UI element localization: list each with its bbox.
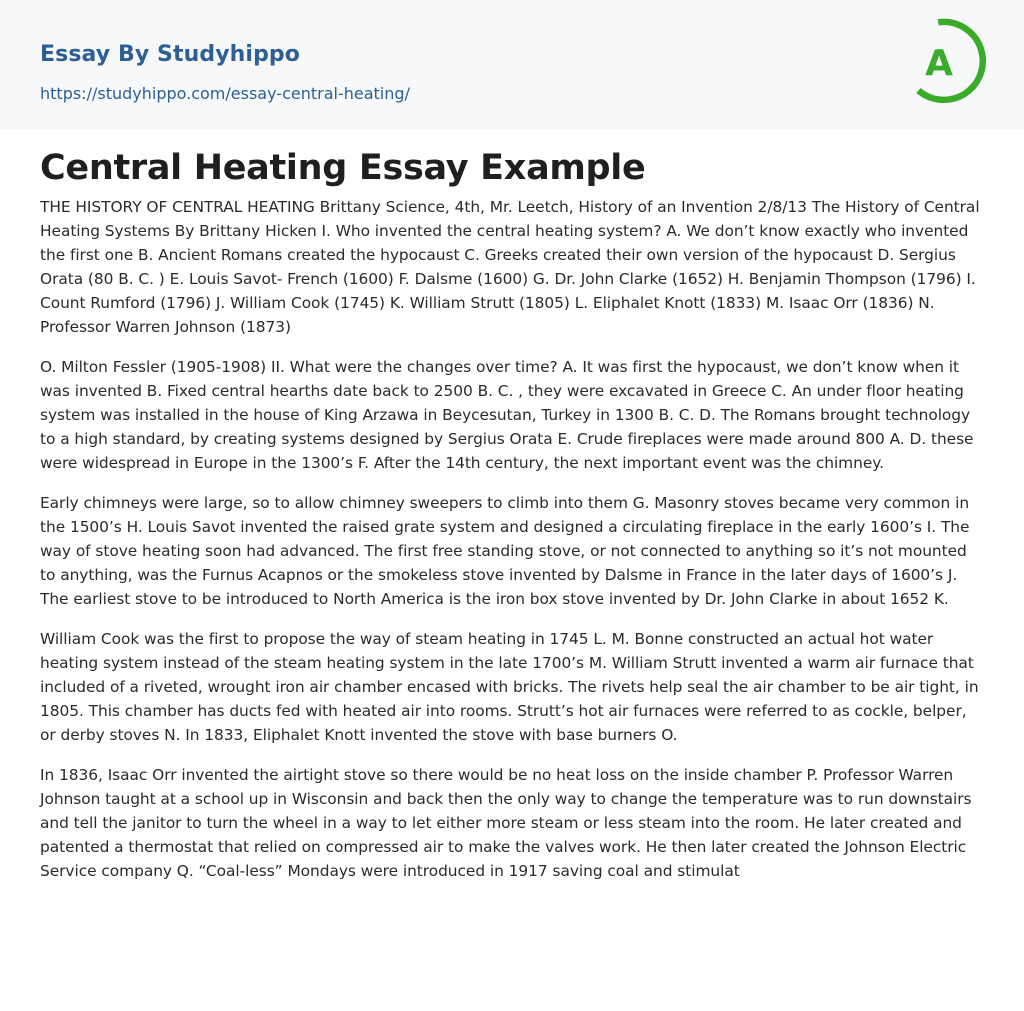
source-url-link[interactable]: https://studyhippo.com/essay-central-heating/ (40, 84, 410, 103)
article (0, 129, 1024, 883)
essay-paragraph-2: O. Milton Fessler (1905-1908) II. What were the changes over time? A. It was first the hypocaust, we don’t know when it was invented B. Fixed central hearths date back to 2500 B. C. , they were excavated in Greece C. An under floor heating system was installed in the house of King Arzawa in Beycesutan, Turkey in 1300 B. C. D. The Romans brought technology to a high standard, by creating systems designed by Sergius Orata E. Crude fireplaces were made around 800 A. D. these were widespread in Europe in the 1300’s F. After the 14th century, the next important event was the chimney. (40, 358, 974, 472)
site-header (0, 0, 1024, 129)
logo-letter: A (925, 43, 953, 84)
studyhippo-logo-icon[interactable] (908, 18, 988, 106)
essay-paragraph-4: William Cook was the first to propose the way of steam heating in 1745 L. M. Bonne constructed an actual hot water heating system instead of the steam heating system in the late 1700’s M. William Strutt invented a warm air furnace that included of a riveted, wrought iron air chamber encased with bricks. The rivets help seal the air chamber to be air tight, in 1805. This chamber has ducts fed with heated air into rooms. Strutt’s hot air furnaces were referred to as cockle, belper, or derby stoves N. In 1833, Eliphalet Knott invented the stove with base burners O. (40, 630, 979, 744)
essay-paragraph-5: In 1836, Isaac Orr invented the airtight stove so there would be no heat loss on the inside chamber P. Professor Warren Johnson taught at a school up in Wisconsin and back then the only way to change the temperature was to run downstairs and tell the janitor to turn the wheel in a way to let either more steam or less steam into the room. He later created and patented a thermostat that relied on compressed air to make the valves work. He then later created the Johnson Electric Service company Q. “Coal-less” Mondays were introduced in 1917 saving coal and stimulat (40, 766, 972, 880)
site-title[interactable]: Essay By Studyhippo (40, 42, 300, 67)
essay-paragraph-1: THE HISTORY OF CENTRAL HEATING Brittany Science, 4th, Mr. Leetch, History of an Invention 2/8/13 The History of Central Heating Systems By Brittany Hicken I. Who invented the central heating system? A. We don’t know exactly who invented the first one B. Ancient Romans created the hypocaust C. Greeks created their own version of the hypocaust D. Sergius Orata (80 B. C. ) E. Louis Savot- French (1600) F. Dalsme (1600) G. Dr. John Clarke (1652) H. Benjamin Thompson (1796) I. Count Rumford (1796) J. William Cook (1745) K. William Strutt (1805) L. Eliphalet Knott (1833) M. Isaac Orr (1836) N. Professor Warren Johnson (1873) (40, 198, 980, 336)
page-title: Central Heating Essay Example (40, 148, 646, 188)
essay-paragraph-3: Early chimneys were large, so to allow chimney sweepers to climb into them G. Masonry stoves became very common in the 1500’s H. Louis Savot invented the raised grate system and designed a circulating fireplace in the early 1600’s I. The way of stove heating soon had advanced. The first free standing stove, or not connected to anything so it’s not mounted to anything, was the Furnus Acapnos or the smokeless stove invented by Dalsme in France in the later days of 1600’s J. The earliest stove to be introduced to North America is the iron box stove invented by Dr. John Clarke in about 1652 K. (40, 494, 970, 608)
